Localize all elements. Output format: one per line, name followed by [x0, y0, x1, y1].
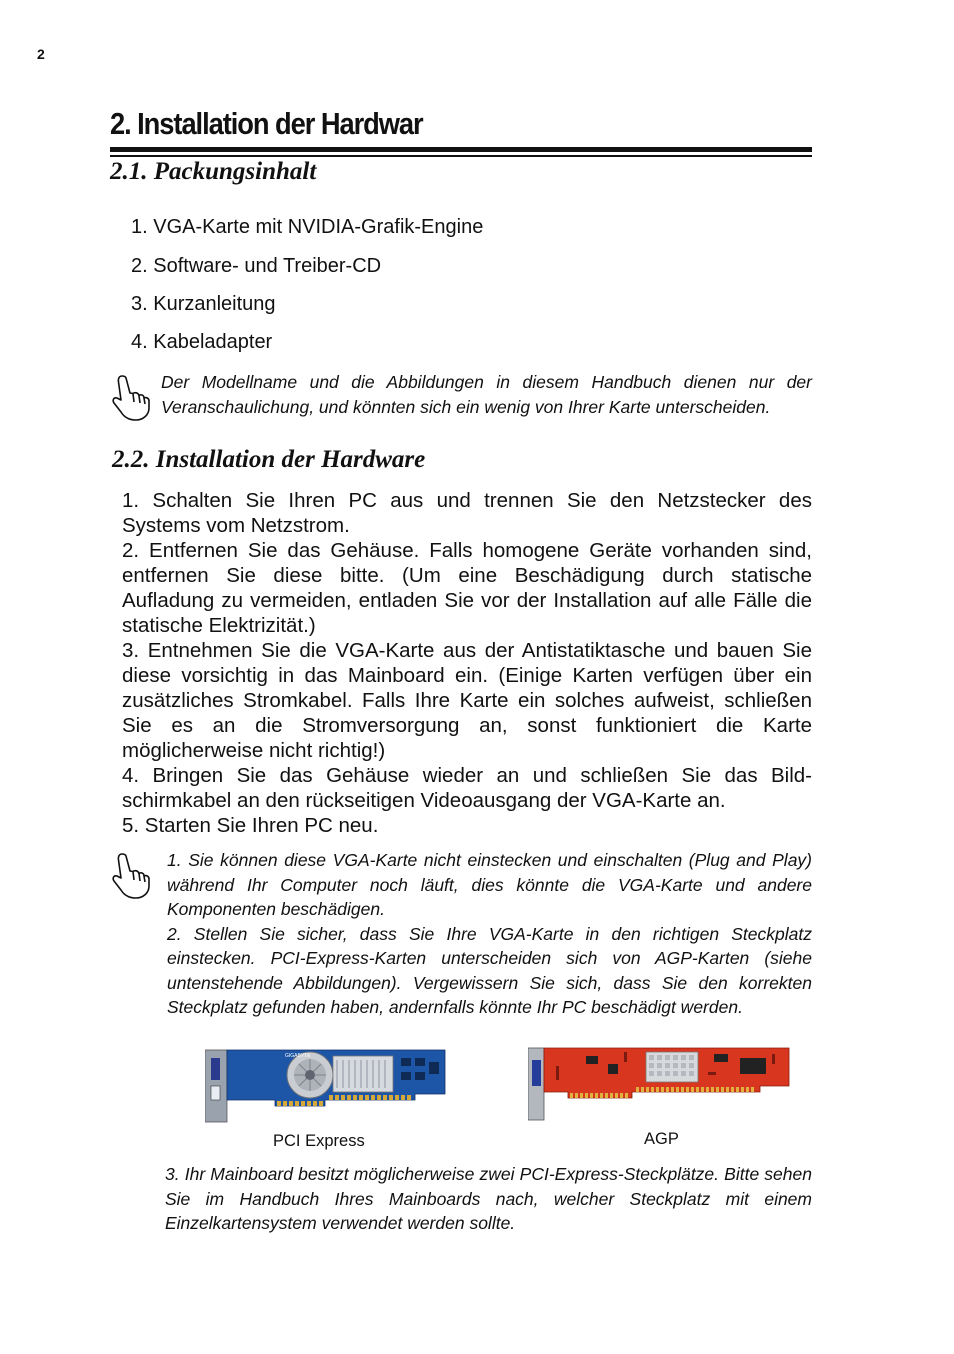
step-5: 5. Starten Sie Ihren PC neu.: [122, 814, 379, 837]
title-rule-thick: [110, 147, 812, 152]
note-mainboard-slots: 3. Ihr Mainboard besitzt möglicherweise zwei PCI-Express-Steckplätze. Bitte sehen Sie im Handbuch Ihres Mainboards nach, welcher Steckplatz mit einem Einzelkartensystem verwendet werden sollte.: [165, 1164, 812, 1233]
list-item: 2. Software- und Treiber-CD: [131, 255, 382, 277]
card-brand-label: GIGABYTE: [285, 1053, 311, 1059]
installation-steps: [122, 488, 812, 838]
step-3: 3. Entnehmen Sie die VGA-Karte aus der Antistatiktasche und bauen Sie diese vorsichtig in das Mainboard ein. (Einige Karten verfügen über ein zusätzliches Stromkabel. Falls Ihre Karte ein solches aufweist, schließen Sie es an die Stromversorgung an, sonst funktioniert die Karte möglicherweise nicht richtig!): [122, 639, 812, 762]
section-heading-hardware-installation: 2.2. Installation der Hardware: [112, 446, 426, 473]
section-heading-package-contents: 2.1. Packungsinhalt: [110, 158, 317, 185]
pci-express-card-image: [205, 1048, 446, 1123]
note-model-disclaimer: Der Modellname und die Abbildungen in diesem Handbuch dienen nur der Veranschaulichung, und könnten sich ein wenig von Ihrer Karte unterscheiden.: [161, 372, 812, 417]
note-1: 1. Sie können diese VGA-Karte nicht einstecken und einschalten (Plug and Play) während Ihr Computer noch läuft, dies könnte die VGA-Karte und andere Komponenten beschädigen.: [167, 850, 812, 919]
list-item: 3. Kurzanleitung: [131, 293, 276, 315]
step-1: 1. Schalten Sie Ihren PC aus und trennen Sie den Netzstecker des Systems vom Netzstrom.: [122, 489, 812, 537]
chapter-title: 2. Installation der Hardwar: [110, 106, 423, 141]
list-item: 4. Kabeladapter: [131, 331, 273, 353]
list-item: 1. VGA-Karte mit NVIDIA-Grafik-Engine: [131, 216, 484, 238]
agp-caption: AGP: [644, 1130, 679, 1148]
pci-express-caption: PCI Express: [273, 1132, 365, 1150]
step-4: 4. Bringen Sie das Gehäuse wieder an und schließen Sie das Bild-schirmkabel an den rückseitigen Videoausgang der VGA-Karte an.: [122, 764, 812, 812]
pointing-hand-icon: [108, 850, 156, 912]
title-rule-thin: [110, 155, 812, 157]
page-number: 2: [37, 46, 45, 62]
step-2: 2. Entfernen Sie das Gehäuse. Falls homogene Geräte vorhanden sind, entfernen Sie diese bitte. (Um eine Beschädigung durch statische Aufladung zu vermeiden, entladen Sie vor der Installation auf alle Fälle die statische Elektrizität.): [122, 539, 812, 637]
note-2: 2. Stellen Sie sicher, dass Sie Ihre VGA-Karte in den richtigen Steckplatz einstecken. PCI-Express-Karten unterscheiden sich von AGP-Karten (siehe untenstehende Abbildungen). Vergewissern Sie sich, dass Sie den korrekten Steckplatz gefunden haben, andernfalls könnte Ihr PC beschädigt werden.: [167, 923, 812, 1017]
pointing-hand-icon: [108, 372, 156, 434]
agp-card-image: [528, 1046, 790, 1122]
installation-notes: [167, 848, 812, 1020]
